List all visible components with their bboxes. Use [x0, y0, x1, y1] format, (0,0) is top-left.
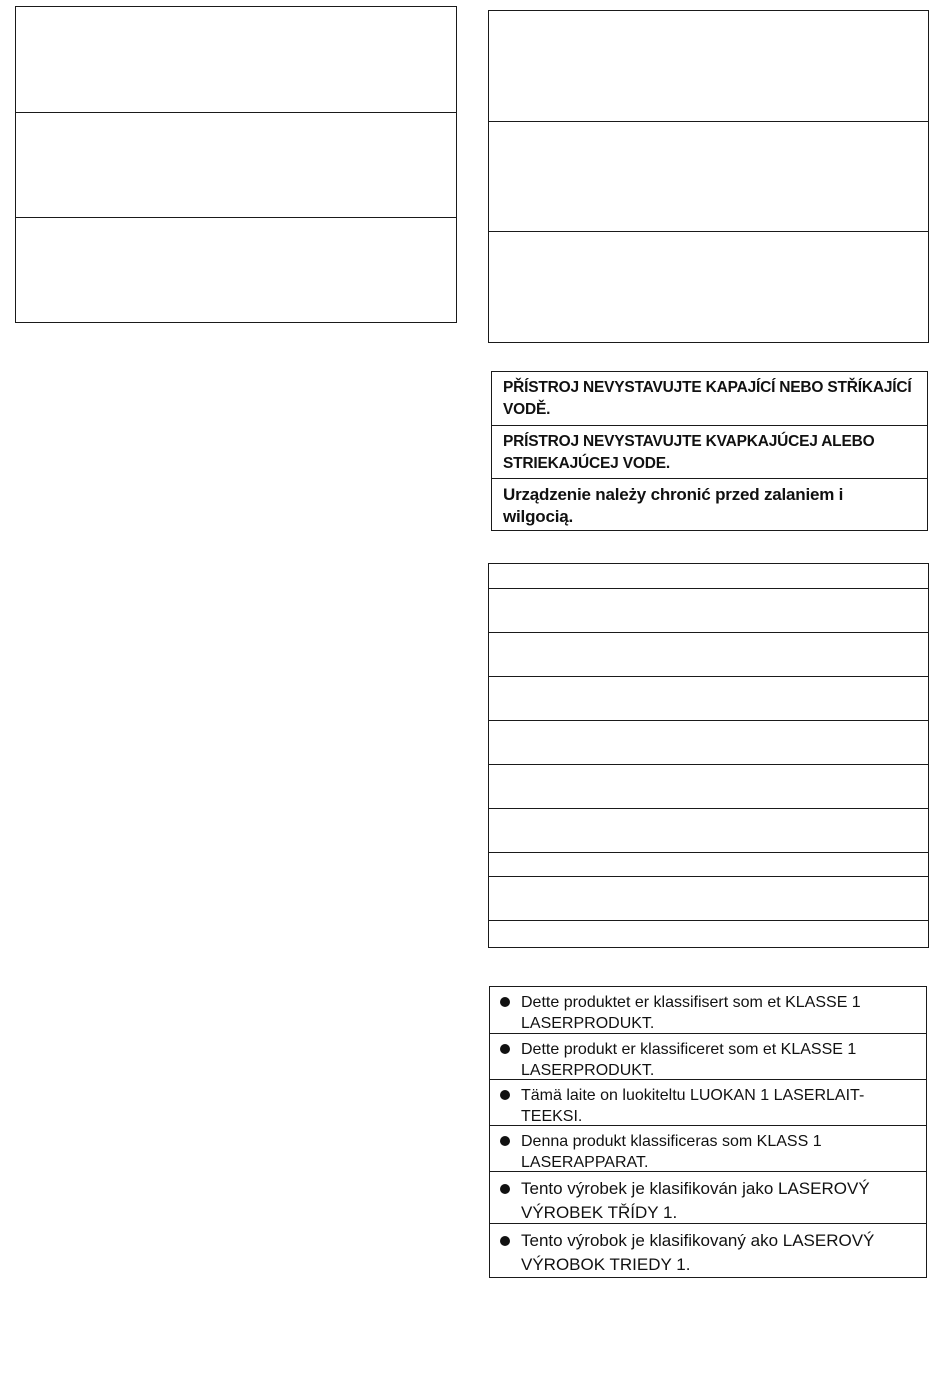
blank-table-row [489, 588, 928, 632]
blank-row [16, 7, 456, 112]
laser-class-text: Tämä laite on luokiteltu LUOKAN 1 LASERLAIT-TEEKSI. [521, 1087, 865, 1125]
blank-table-row [489, 876, 928, 920]
blank-row [489, 231, 928, 341]
laser-class-text: Tento výrobok je klasifikovaný ako LASEROVÝ VÝROBOK TRIEDY 1. [521, 1231, 875, 1274]
laser-class-box [489, 986, 927, 1278]
laser-class-text: Dette produktet er klassifisert som et KLASSE 1 LASERPRODUKT. [521, 994, 861, 1032]
laser-class-item-slovak [490, 1223, 926, 1275]
bullet-icon [500, 1136, 510, 1146]
water-warning-czech: PŘÍSTROJ NEVYSTAVUJTE KAPAJÍCÍ NEBO STŘÍKAJÍCÍ VODĚ. [503, 379, 912, 418]
bullet-icon [500, 1090, 510, 1100]
blank-box-top-left [15, 6, 457, 323]
blank-table-row [489, 564, 928, 588]
laser-class-item-finnish [490, 1079, 926, 1125]
water-warning-box [491, 371, 928, 531]
laser-class-item-danish [490, 1033, 926, 1079]
blank-table-row [489, 808, 928, 852]
blank-table-row [489, 764, 928, 808]
bullet-icon [500, 1044, 510, 1054]
bullet-icon [500, 997, 510, 1007]
water-warning-slovak: PRÍSTROJ NEVYSTAVUJTE KVAPKAJÚCEJ ALEBO STRIEKAJÚCEJ VODE. [492, 425, 927, 478]
blank-table-row [489, 852, 928, 876]
blank-row [489, 121, 928, 231]
bullet-icon [500, 1236, 510, 1246]
laser-class-text: Tento výrobek je klasifikován jako LASEROVÝ VÝROBEK TŘÍDY 1. [521, 1179, 870, 1222]
blank-box-top-right [488, 10, 929, 343]
laser-class-item-czech [490, 1171, 926, 1223]
blank-row [16, 217, 456, 322]
laser-class-text: Denna produkt klassificeras som KLASS 1 LASERAPPARAT. [521, 1133, 822, 1171]
laser-class-text: Dette produkt er klassificeret som et KLASSE 1 LASERPRODUKT. [521, 1041, 857, 1079]
blank-table-row [489, 720, 928, 764]
blank-row [16, 112, 456, 217]
blank-table-row [489, 632, 928, 676]
water-warning-polish: Urządzenie należy chronić przed zalaniem i wilgocią. [492, 478, 927, 530]
blank-row [489, 11, 928, 121]
blank-table-box [488, 563, 929, 948]
laser-class-item-swedish [490, 1125, 926, 1171]
laser-class-item-norwegian [490, 987, 926, 1033]
blank-table-row [489, 920, 928, 944]
blank-table-row [489, 676, 928, 720]
bullet-icon [500, 1184, 510, 1194]
